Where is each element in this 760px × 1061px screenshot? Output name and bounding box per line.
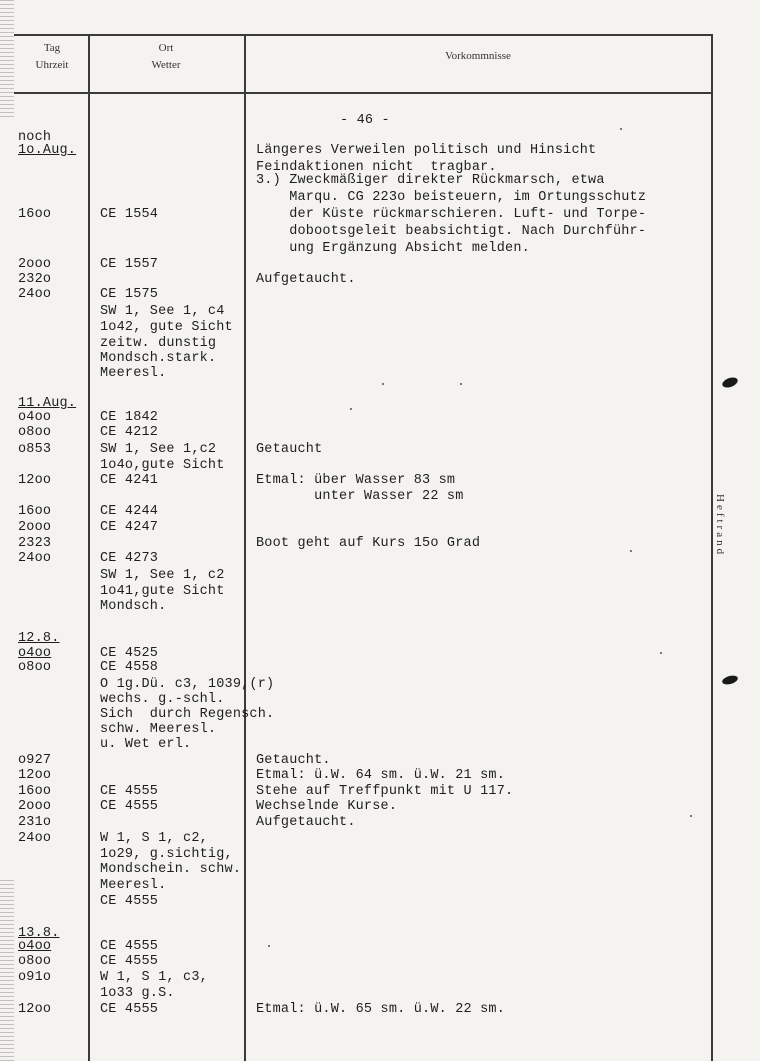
speck	[350, 408, 352, 410]
entry-date-time: 12oo	[18, 768, 52, 783]
entry-position-weather: SW 1, See 1, c2	[100, 568, 225, 583]
speck	[382, 383, 384, 385]
entry-position-weather: zeitw. dunstig	[100, 336, 217, 351]
entry-position-weather: CE 4525	[100, 646, 159, 661]
speck	[690, 815, 692, 817]
header-place-weather	[90, 40, 242, 74]
speck	[620, 128, 622, 130]
entry-event: 3.) Zweckmäßiger direkter Rückmarsch, etwa	[256, 173, 605, 188]
entry-date-time: 2323	[18, 536, 52, 551]
entry-date-time: 24oo	[18, 831, 52, 846]
entry-position-weather: 1o41,gute Sicht	[100, 584, 225, 599]
entry-position-weather: SW 1, See 1, c4	[100, 304, 225, 319]
entry-date-time: o8oo	[18, 954, 52, 969]
entry-position-weather: CE 4247	[100, 520, 159, 535]
entry-position-weather: CE 1554	[100, 207, 159, 222]
entry-position-weather: CE 1842	[100, 410, 159, 425]
entry-position-weather: CE 4273	[100, 551, 159, 566]
entry-event: Etmal: ü.W. 65 sm. ü.W. 22 sm.	[256, 1002, 506, 1017]
entry-date-time: 2ooo	[18, 520, 52, 535]
entry-position-weather: Meeresl.	[100, 366, 167, 381]
entry-event: Boot geht auf Kurs 15o Grad	[256, 536, 481, 551]
entry-position-weather: Sich durch Regensch.	[100, 707, 275, 722]
entry-date-time: 1o.Aug.	[18, 143, 77, 158]
entry-position-weather: u. Wet erl.	[100, 737, 192, 752]
entry-date-time: o8oo	[18, 425, 52, 440]
entry-position-weather: W 1, S 1, c3,	[100, 970, 208, 985]
entry-event: ung Ergänzung Absicht melden.	[256, 241, 530, 256]
entry-date-time: 231o	[18, 815, 52, 830]
table-top-rule	[14, 34, 712, 36]
entry-position-weather: CE 1575	[100, 287, 159, 302]
speck	[660, 652, 662, 654]
entry-position-weather: CE 4555	[100, 1002, 159, 1017]
column-rule-right	[711, 34, 713, 1061]
column-rule-2	[244, 34, 246, 1061]
entry-position-weather: 1o42, gute Sicht	[100, 320, 233, 335]
entry-event: unter Wasser 22 sm	[256, 489, 464, 504]
margin-label: Heftrand	[714, 494, 726, 558]
entry-date-time: 2ooo	[18, 257, 52, 272]
entry-position-weather: wechs. g.-schl.	[100, 692, 225, 707]
entry-date-time: 12oo	[18, 473, 52, 488]
entry-date-time: 12oo	[18, 1002, 52, 1017]
header-bottom-rule	[14, 92, 712, 94]
entry-position-weather: CE 4555	[100, 954, 159, 969]
page-number: - 46 -	[340, 113, 390, 128]
entry-event: Feindaktionen nicht tragbar.	[256, 160, 497, 175]
entry-position-weather: Mondsch.	[100, 599, 167, 614]
speck	[460, 383, 462, 385]
header-date-time	[18, 40, 86, 74]
column-rule-1	[88, 34, 90, 1061]
entry-position-weather: W 1, S 1, c2,	[100, 831, 208, 846]
entry-event: dobootsgeleit beabsichtigt. Nach Durchführ-	[256, 224, 647, 239]
entry-date-time: 16oo	[18, 207, 52, 222]
entry-position-weather: Mondschein. schw.	[100, 862, 242, 877]
entry-date-time: 2ooo	[18, 799, 52, 814]
entry-date-time: 12.8.	[18, 631, 60, 646]
entry-position-weather: CE 4555	[100, 894, 159, 909]
entry-position-weather: O 1g.Dü. c3, 1039,(r)	[100, 677, 275, 692]
speck	[268, 945, 270, 947]
entry-event: Etmal: über Wasser 83 sm	[256, 473, 456, 488]
entry-event: Getaucht	[256, 442, 323, 457]
header-vorkommnisse: Vorkommnisse	[445, 50, 511, 62]
entry-event: der Küste rückmarschieren. Luft- und Torpe-	[256, 207, 647, 222]
entry-date-time: 24oo	[18, 287, 52, 302]
entry-date-time: 11.Aug.	[18, 396, 77, 411]
entry-date-time: 16oo	[18, 784, 52, 799]
entry-event: Aufgetaucht.	[256, 815, 356, 830]
entry-event: Aufgetaucht.	[256, 272, 356, 287]
entry-event: Etmal: ü.W. 64 sm. ü.W. 21 sm.	[256, 768, 506, 783]
entry-event: Getaucht.	[256, 753, 331, 768]
entry-position-weather: schw. Meeresl.	[100, 722, 217, 737]
entry-position-weather: 1o33 g.S.	[100, 986, 175, 1001]
entry-date-time: 24oo	[18, 551, 52, 566]
ink-blot	[721, 376, 739, 390]
entry-date-time: 16oo	[18, 504, 52, 519]
entry-position-weather: CE 4212	[100, 425, 159, 440]
header-tag: Tag	[43, 42, 61, 54]
entry-position-weather: CE 4241	[100, 473, 159, 488]
ink-blot	[721, 674, 739, 686]
entry-position-weather: CE 4555	[100, 784, 159, 799]
entry-date-time: o4oo	[18, 410, 52, 425]
entry-date-time: o4oo	[18, 646, 52, 661]
entry-event: Längeres Verweilen politisch und Hinsicht	[256, 143, 597, 158]
entry-position-weather: CE 4555	[100, 939, 159, 954]
header-wetter: Wetter	[151, 59, 181, 71]
entry-date-time: 13.8.	[18, 926, 60, 941]
header-uhrzeit: Uhrzeit	[35, 59, 69, 71]
entry-date-time: noch	[18, 130, 52, 145]
entry-date-time: o853	[18, 442, 52, 457]
entry-position-weather: SW 1, See 1,c2	[100, 442, 217, 457]
scan-edge-bottom	[0, 880, 14, 1061]
entry-position-weather: CE 4555	[100, 799, 159, 814]
speck	[630, 550, 632, 552]
entry-position-weather: CE 4558	[100, 660, 159, 675]
entry-position-weather: CE 4244	[100, 504, 159, 519]
entry-position-weather: CE 1557	[100, 257, 159, 272]
entry-date-time: o91o	[18, 970, 52, 985]
header-ort: Ort	[158, 42, 174, 54]
entry-event: Wechselnde Kurse.	[256, 799, 398, 814]
entry-date-time: 232o	[18, 272, 52, 287]
entry-position-weather: Mondsch.stark.	[100, 351, 217, 366]
entry-date-time: o927	[18, 753, 52, 768]
entry-event: Marqu. CG 223o beisteuern, im Ortungsschutz	[256, 190, 647, 205]
entry-date-time: o4oo	[18, 939, 52, 954]
entry-event: Stehe auf Treffpunkt mit U 117.	[256, 784, 514, 799]
entry-position-weather: 1o4o,gute Sicht	[100, 458, 225, 473]
scan-edge-top	[0, 0, 14, 120]
entry-date-time: o8oo	[18, 660, 52, 675]
entry-position-weather: 1o29, g.sichtig,	[100, 847, 233, 862]
entry-position-weather: Meeresl.	[100, 878, 167, 893]
